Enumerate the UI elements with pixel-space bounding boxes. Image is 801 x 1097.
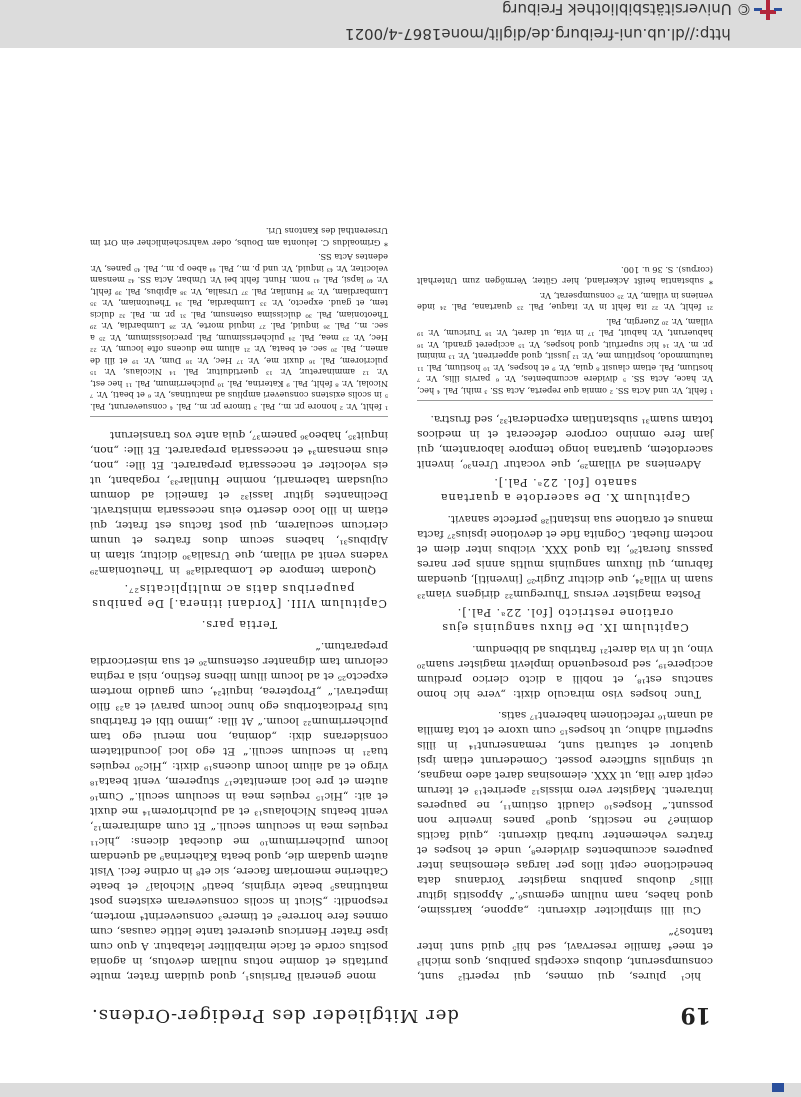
page-number: 19 xyxy=(680,1002,711,1028)
paragraph: Quodam tempore de Lombardia²⁸ in Theutoniam²⁹ vadens venit ad villam, que Ursalia³⁰ dicitur, sitam in Alpibus³¹, habens secum duos fratres et unum clericum secularem, qui post factus est frater, qui etiam in illo loco deserto eius necessaria ministravit. Declinantes igitur lassi³² et famelici ad domum cujusdam tabernarii, nomine Hunilar³³, rogabant, ut eis velociter et necessaria prepararet. Et ille: „non, eius mensam³⁴ et necessaria prepararet. Et ille: „non, inquit³⁵, habeo³⁶ panem³⁷, quia ante vos transierunt xyxy=(90,429,388,576)
paragraph: hic¹ plures, qui omnes, qui reperti² sunt, consumpserunt, duobus exceptis panibus, quos michi³ et mee⁴ familie reservavi, sed hii⁵ quid sunt inter tantos?“ xyxy=(417,925,713,982)
paragraph: mone generali Parisius¹, quod quidam frater, multe puritatis et domine notus nullam devotus, in agonia positus corde et facie mirabiliter letabatur. A quo cum ipse frater Henricus quereret tante letitie causas, cum omnes fere horrere² et timere³ consueverint⁴ mortem, respondit: „Sicut in scolis consueveram existens post matutinas⁵ beate virginis, beati⁶ Nicholai⁷ et beate Catherine memoriam facere, sic et⁸ in ordine feci. Visit autem quadam die, quod beata Katherina⁹ ad quendam locum pulcherrimum¹⁰ me ducebat dicens: „hic¹¹ requies mea in seculum seculi.“ Et cum admirarem¹², venit beatus Nicholaus¹³ et ad pulchriorem¹⁴ me duxit et ait: „Hic¹⁵ requies mea in seculum seculi.“ Cum¹⁶ autem et pre loci amenitate¹⁷ stuperem, venit beata¹⁸ virgo et ad alium locum ducens¹⁹ dixit: „Hic²⁰ requies tua²¹ in seculum seculi.“ Et ego loci jocunditatem considerans dixi: „domina, non merui ego tam pulcherrimum²² locum.“ At illa: „immo tibi et fratribus tuis Predicatoribus ego hunc locum paravi et a²³ filio impetravi.“ „Propterea, inquit²⁴, cum gaudio mortem expecto²⁵ et ad locum illum libens festino, nisi a regina celorum tam dignanter ostensum²⁶ et sua misericordia preparatum.“ xyxy=(90,640,388,982)
footnote: * substantia heißt Ackerland, hier Güter, Vermögen zum Unterhalt (corpus). S. 36 u. 100. xyxy=(417,265,713,287)
page-content-upside-down xyxy=(0,48,801,1083)
footnote: * Grimoaldus C. Ieluonta am Doubs, oder wahrscheinlicher ein Ort im Urserenthal des Kantons Uri. xyxy=(90,226,388,248)
running-head: der Mitglieder des Prediger-Ordens. xyxy=(91,1005,459,1026)
footnotes xyxy=(90,225,388,417)
footnote: ²¹ fehlt, Vr. ²² ita fehlt in Vr. itaque, Pal. ²³ quartana, Pal. ²⁴ inde veniens in villam, Vr. ²⁵ consumpserat, Vr. xyxy=(417,291,713,313)
paragraph: Adveniens ad villam²⁹, que vocatur Uren³⁰, invenit sacerdotem, quartana longo tempore laborantem, qui jam fere omnino corpore defecerat et in medicos totam suam³¹ substantiam expenderat³², sed frustra. xyxy=(417,413,713,470)
viewer-top-bar xyxy=(0,0,801,48)
footnote: ¹ fehlt, Vr. ² honore pr. m., Pal. ³ timore pr. m., Pal. ⁴ consueverunt, Pal. ⁵ in scolis existens consueveri amplius ad matutinas, Vr. ⁶ et beati, Vr. ⁷ Nicolai, Vr. ⁸ fehlt, Pal. ⁹ Katerina, Pal. ¹⁰ pulcherrimum, Pal. ¹¹ hec est, Vr. ¹² amminaretur, Vr. ¹³ quertiduitur, Pal. ¹⁴ Nicolaus, Vr. ¹⁵ pulcriorem, Pal. ¹⁶ duxit me, Vr. ¹⁷ Hec, Vr. ¹⁸ Dum, Vr. ¹⁹ et illi de amen., Pal. ²⁰ sec. et beata, Vr. ²¹ alium me ducens ofte locum, Vr. ²² Hec, Vr. ²³ mea, Pal. ²⁴ pulcherissimum, Pal. preciosissimum, Vr. ²⁵ a sec. m., Pal. ²⁶ inquid, Pal. ²⁷ inquid morte, Vr. ²⁸ Lumbardia, Vr. ²⁹ Theotoniam, Pal. ³⁰ dulcissima ostensum, Pal. ³¹ pr. m. Pal. ³² dulcis tem, et gaud. expecto, Vr. ³³ Lumbardia, Pal. ³⁴ Theutoniam, Vr. ³⁵ Lumbardiam, Vr. ³⁶ Hunilar, Pal. ³⁷ Ursalia, Vr. ³⁸ alpibus, Pal. ³⁹ fehlt, Vr. ⁴⁰ lapsi, Pal. ⁴¹ nom. Hunt. fehlt bei Vr. Umbar, Acta SS. ⁴² mensam velociter, Vr. ⁴³ inquid, Vr. und p. m., Pal. ⁴⁴ abeo p. m., Pal. ⁴⁵ panes, Vr. edentes Acta SS. xyxy=(90,252,388,412)
paragraph: Tunc hospes viso miraculo dixit: „vere hic homo sanctus est¹⁸, et nobili a dicto clerico predium accipere¹⁹, sed prosequendo implevit magister suam²⁰ vino, ut in via daret²¹ fratribus ad bibendum. xyxy=(417,643,713,700)
ub-freiburg-logo-icon xyxy=(748,0,788,22)
page-url[interactable]: http://dl.ub.uni-freiburg.de/diglit/mone1867-4/0021 xyxy=(345,25,731,43)
chapter-heading: Capitulum IX. De fluxu sanguinis ejus oratione restricto [fol. 22ᵃ. Pal.]. xyxy=(441,606,689,634)
left-column xyxy=(417,261,713,984)
chapter-heading: Capitulum X. De sacerdote a quartana sanato [fol. 22ᵃ. Pal.]. xyxy=(439,476,691,504)
right-column xyxy=(90,222,388,983)
section-heading: Tertia pars. xyxy=(200,618,278,631)
logo-fragment-icon xyxy=(772,1083,784,1092)
footnote: ¹ fehlt, Vr. und Acta SS. ² omnia que reperta, Acta SS. ³ mihi, Pal. ⁴ hec, Vr. hace, Acta SS. ⁵ dividere accumbentes, Vr. ⁶ parvis illis, Vr. ⁷ hostium, Pal. etiam clausit ⁸ quia, Vr. ⁹ et hospes, Vr. ¹⁰ hostium, Pal. ¹¹ tautummodo, hospitium me, Vr. ¹² jussit, quod apperirent, Vr. ¹³ minimi pr. m. Vr. ¹⁴ hic superfuit, quod hospes, Vr. ¹⁵ acciperet grandi, Vr. ¹⁶ habuerunt, Vr. habuit, Pal. ¹⁷ in vita, ut daret, Vr. ¹⁸ Turicum, Vr. ¹⁹ villam, Vr. ²⁰ Zuergin, Pal. xyxy=(417,317,713,396)
viewer-bottom-bar xyxy=(0,1083,801,1097)
chapter-heading: Capitulum VIII. [Yordani itinera.] De panibus pauperibus datis ac multiplicatis²⁷. xyxy=(91,582,387,610)
footnotes xyxy=(417,264,713,402)
scanned-page xyxy=(0,48,801,1083)
paragraph: Postea magister versus Thuregum²² dirigens viam²³ suam in villa²⁴, que dicitur Zugir²⁵ [inveniti], quendam fabrum, qui fluxum sanguinis multis annis per nares passus fuerat²⁶, ita quod XXX. vicibus inter diem et noctem fluebat. Cognita fide et devotione ipsius²⁷ facta manus et oratione sua instanti²⁸ perfecte sanavit. xyxy=(417,513,713,600)
paragraph: Cui illi simpliciter dixerunt: „appone, karissime, quod habes, nam nullum egemus⁶.“ Appositis igitur illis⁷ duobus panibus magister Yordanus data benedictione cepit illos per largas elemosinas inter pauperes accumbentes dividere⁸, unde et hospes et fratres vehementer turbati dixerunt: „quid facitis domine? ne nescitis, quod⁹ panes invenire non possunt.“ Hospes¹⁰ claudit ostium¹¹, ne pauperes intrarent. Magister vero missis¹² aperiret¹³ et iterum cepit dare illa, ut XXX. elemosinas daret adeo magnas, ut singulis sufficere posset. Comederunt etiam ipsi quatuor et saturati sunt, remanserunt¹⁴ in illis superflui adhuc, ut hospes¹⁵ cum uxore et tota familia ad unam¹⁶ refectionem haberent¹⁷ satis. xyxy=(417,709,713,916)
page-header xyxy=(91,998,711,1028)
library-copyright: © Universitätsbibliothek Freiburg xyxy=(501,0,751,18)
